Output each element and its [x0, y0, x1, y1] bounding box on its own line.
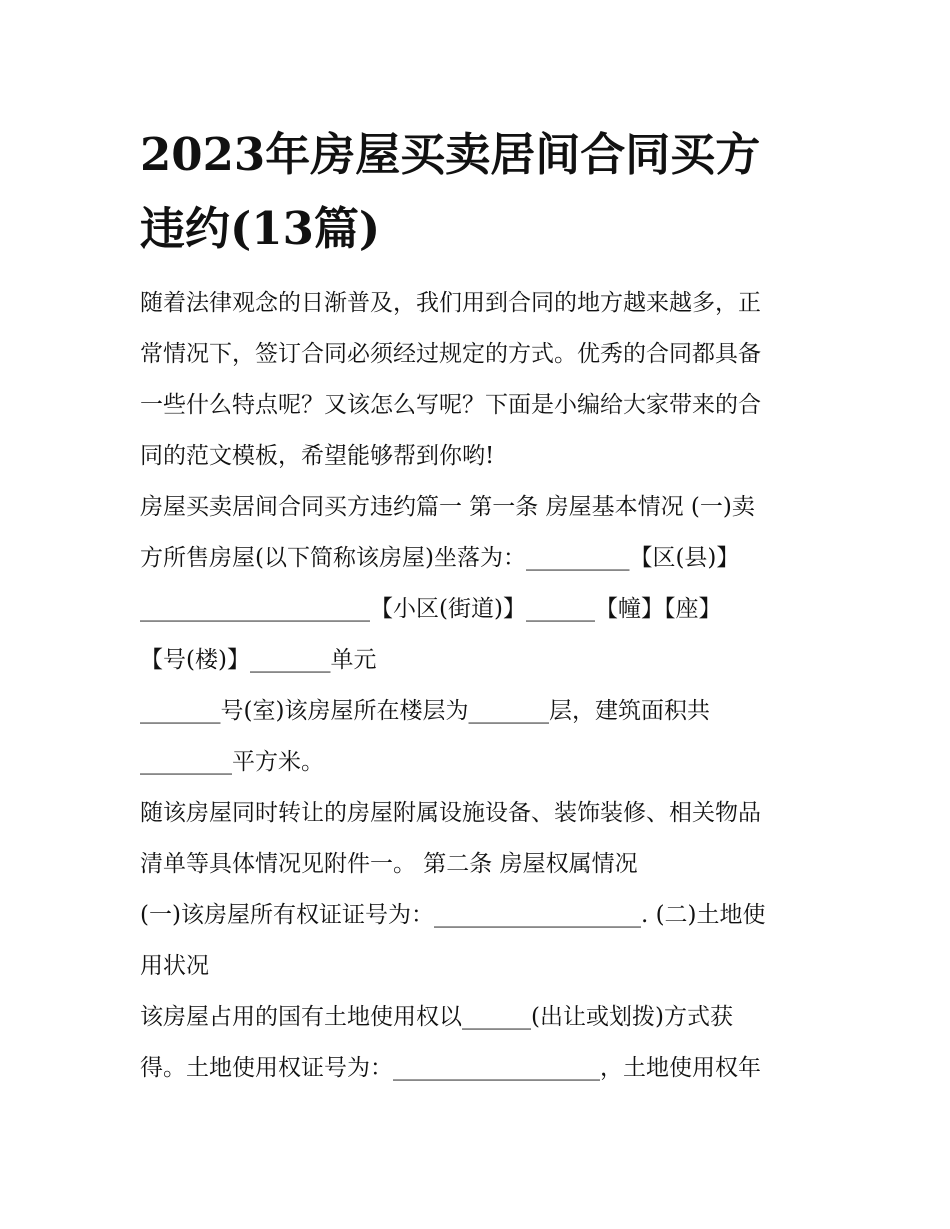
document-content	[140, 118, 820, 1094]
title-line-2: 违约(13篇)	[140, 202, 381, 255]
text-line: 同的范文模板，希望能够帮到你哟!	[140, 443, 495, 469]
text-line: 得。土地使用权证号为：__________________，土地使用权年	[140, 1055, 761, 1081]
text-line: 随着法律观念的日渐普及，我们用到合同的地方越来越多，正	[140, 290, 761, 316]
text-line: 常情况下，签订合同必须经过规定的方式。优秀的合同都具备	[140, 341, 761, 367]
text-line: 一些什么特点呢？又该怎么写呢？下面是小编给大家带来的合	[140, 392, 761, 418]
text-line: 随该房屋同时转让的房屋附属设施设备、装饰装修、相关物品	[140, 800, 761, 826]
body-text	[140, 278, 820, 1094]
text-line: ____________________【小区(街道)】______【幢】【座】	[140, 596, 722, 622]
text-line: 该房屋占用的国有土地使用权以______(出让或划拨)方式获	[140, 1004, 733, 1030]
document-title	[140, 118, 820, 266]
text-line: 用状况	[140, 953, 209, 979]
text-line: 方所售房屋(以下简称该房屋)坐落为：_________【区(县)】	[140, 545, 740, 571]
text-line: 【号(楼)】_______单元	[140, 647, 377, 673]
text-line: 清单等具体情况见附件一。 第二条 房屋权属情况	[140, 851, 638, 877]
title-line-1: 2023年房屋买卖居间合同买方	[140, 128, 761, 181]
text-line: 房屋买卖居间合同买方违约篇一 第一条 房屋基本情况 (一)卖	[140, 494, 755, 520]
text-line: _______号(室)该房屋所在楼层为_______层，建筑面积共	[140, 698, 710, 724]
text-line: ________平方米。	[140, 749, 324, 775]
text-line: (一)该房屋所有权证证号为：__________________. (二)土地使	[140, 902, 766, 928]
